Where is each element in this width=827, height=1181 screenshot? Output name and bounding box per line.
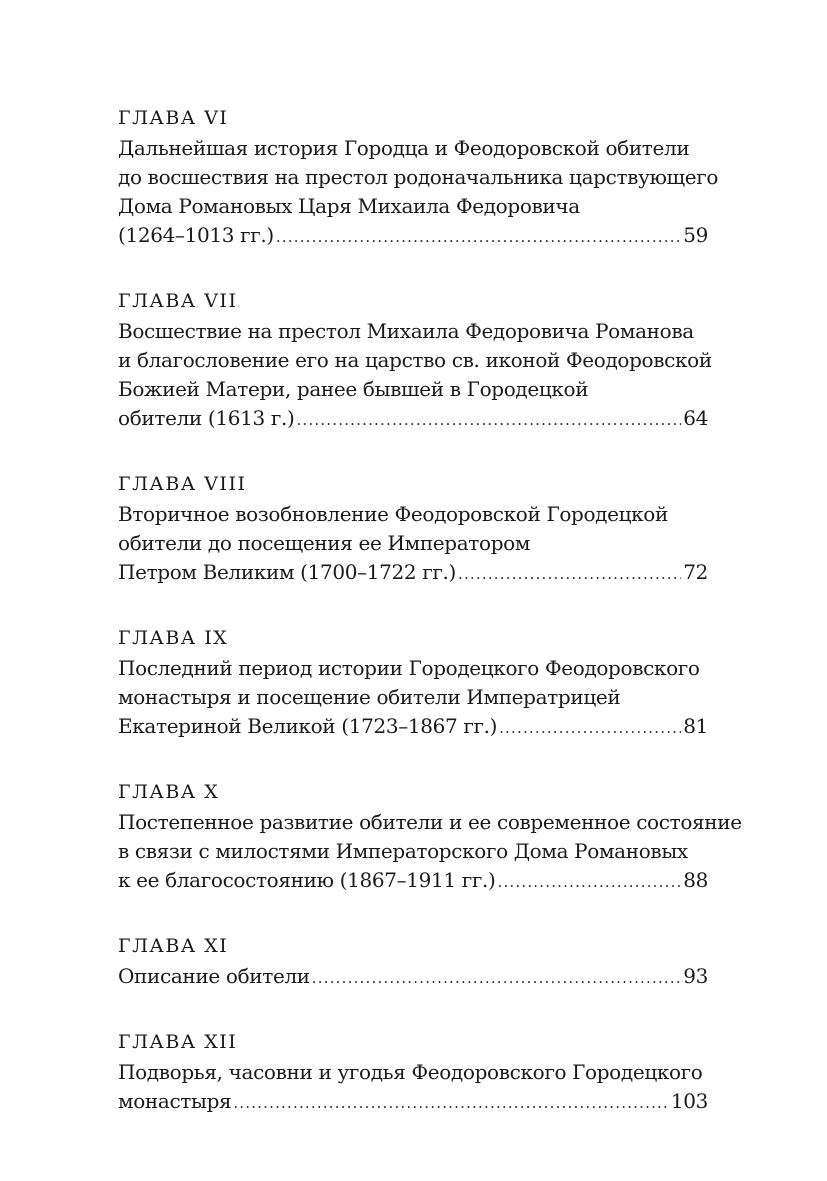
dot-leader xyxy=(498,868,682,897)
entry-page-line[interactable] xyxy=(118,1087,708,1118)
dot-leader xyxy=(499,714,681,743)
dot-leader xyxy=(312,964,681,993)
entry-title-line: и благословение его на царство св. иконой Феодоровской xyxy=(118,348,712,372)
chapter-heading: ГЛАВА VII xyxy=(118,290,238,312)
toc-entry-chapter-10 xyxy=(118,778,742,897)
page-number: 72 xyxy=(683,560,708,584)
entry-title-line: обители (1613 г.) xyxy=(118,406,295,430)
entry-title-line: Постепенное развитие обители и ее современное состояние xyxy=(118,810,742,834)
entry-page-line[interactable] xyxy=(118,221,708,252)
chapter-heading: ГЛАВА XII xyxy=(118,1031,238,1053)
entry-title-line: к ее благосостоянию (1867–1911 гг.) xyxy=(118,868,496,892)
toc-entry-chapter-8 xyxy=(118,470,708,589)
table-of-contents xyxy=(118,104,742,1153)
entry-title-line: обители до посещения ее Императором xyxy=(118,531,531,555)
entry-title-line: в связи с милостями Императорского Дома Романовых xyxy=(118,839,688,863)
entry-page-line[interactable] xyxy=(118,404,708,435)
page-number: 64 xyxy=(683,406,708,430)
entry-title-line: монастыря xyxy=(118,1089,232,1113)
entry-title-line: Восшествие на престол Михаила Федоровича Романова xyxy=(118,319,694,343)
page-number: 93 xyxy=(683,964,708,988)
toc-entry-chapter-7 xyxy=(118,287,712,435)
chapter-heading: ГЛАВА VIII xyxy=(118,473,247,495)
entry-title-line: Дома Романовых Царя Михаила Федоровича xyxy=(118,194,580,218)
toc-entry-chapter-11 xyxy=(118,932,708,993)
entry-page-line[interactable] xyxy=(118,962,708,993)
entry-title-line: Описание обители xyxy=(118,964,310,988)
chapter-heading: ГЛАВА XI xyxy=(118,935,229,957)
entry-title-line: монастыря и посещение обители Императрицей xyxy=(118,685,621,709)
entry-title-line: (1264–1013 гг.) xyxy=(118,223,274,247)
dot-leader xyxy=(296,406,681,435)
entry-page-line[interactable] xyxy=(118,866,708,897)
entry-title-line: Петром Великим (1700–1722 гг.) xyxy=(118,560,456,584)
dot-leader xyxy=(458,560,681,589)
entry-title-line: Последний период истории Городецкого Феодоровского xyxy=(118,656,700,680)
page-number: 81 xyxy=(683,714,708,738)
entry-title-line: Подворья, часовни и угодья Феодоровского Городецкого xyxy=(118,1060,703,1084)
toc-entry-chapter-9 xyxy=(118,624,708,743)
entry-page-line[interactable] xyxy=(118,558,708,589)
entry-page-line[interactable] xyxy=(118,712,708,743)
chapter-heading: ГЛАВА IX xyxy=(118,627,229,649)
entry-title-line: до восшествия на престол родоначальника царствующего xyxy=(118,165,719,189)
toc-entry-chapter-12 xyxy=(118,1028,708,1118)
page-number: 103 xyxy=(670,1089,708,1113)
chapter-heading: ГЛАВА X xyxy=(118,781,220,803)
entry-title-line: Екатериной Великой (1723–1867 гг.) xyxy=(118,714,498,738)
chapter-heading: ГЛАВА VI xyxy=(118,107,229,129)
dot-leader xyxy=(233,1089,669,1118)
entry-title-line: Божией Матери, ранее бывшей в Городецкой xyxy=(118,377,589,401)
page-number: 88 xyxy=(683,868,708,892)
dot-leader xyxy=(276,223,681,252)
entry-title-line: Вторичное возобновление Феодоровской Городецкой xyxy=(118,502,668,526)
entry-title-line: Дальнейшая история Городца и Феодоровской обители xyxy=(118,136,690,160)
page-number: 59 xyxy=(683,223,708,247)
toc-entry-chapter-6 xyxy=(118,104,719,252)
